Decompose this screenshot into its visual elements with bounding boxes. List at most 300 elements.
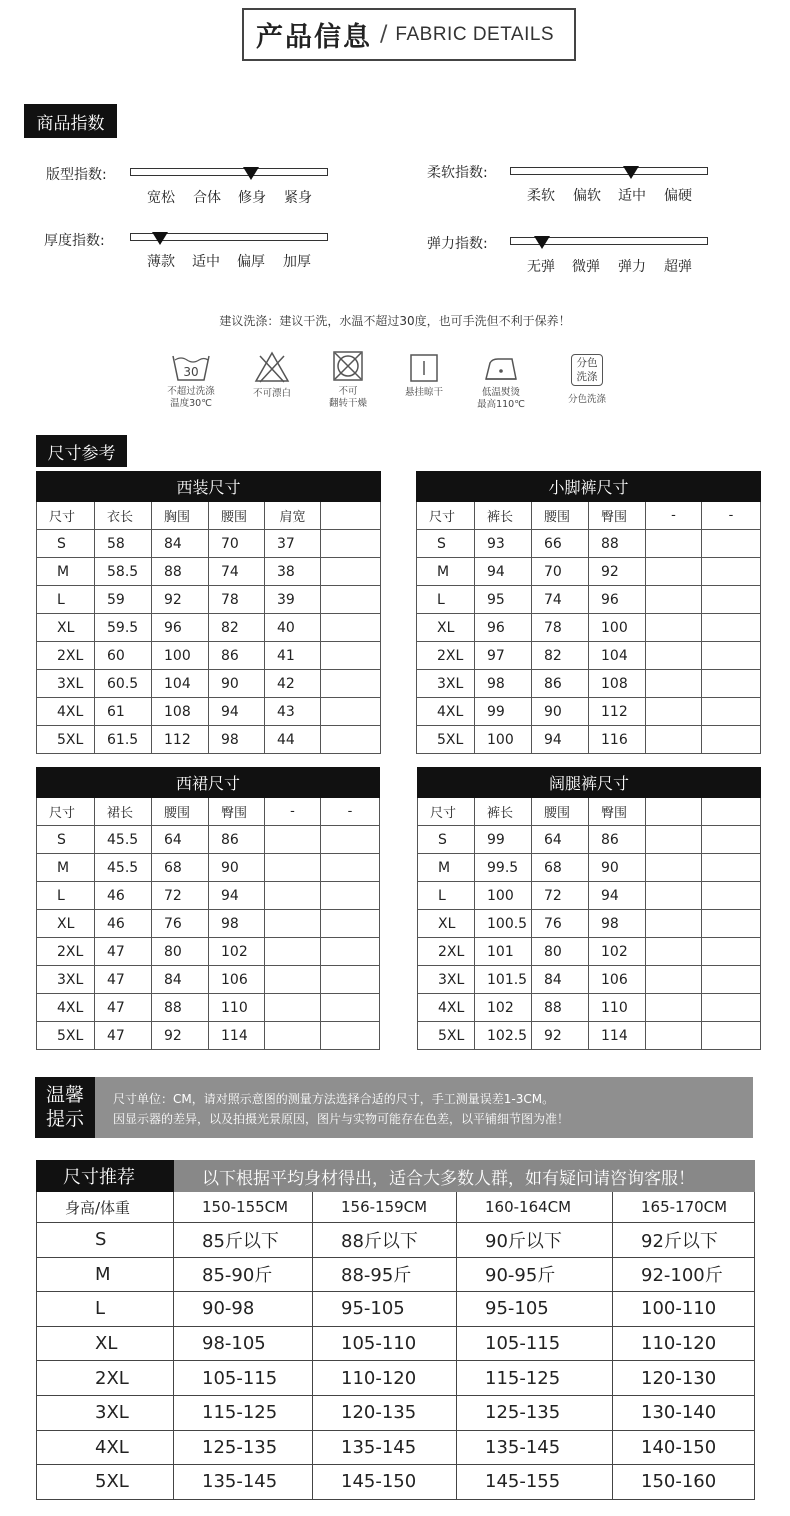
table-cell [321,826,380,854]
table-cell: 40 [265,614,321,642]
table-cell: 93 [475,530,532,558]
table-row [37,586,381,614]
table-header-cell: 尺寸 [37,798,95,826]
table-cell: 82 [209,614,265,642]
recommend-weight-cell: 120-135 [313,1395,457,1430]
table-cell: L [37,586,95,614]
table-cell [265,1022,321,1050]
table-cell: XL [37,614,95,642]
recommend-size-cell: L [37,1292,174,1327]
table-cell: 64 [532,826,589,854]
table-row [417,670,761,698]
table-cell: 102 [589,938,646,966]
table-cell: 47 [95,1022,152,1050]
suit-size-table [36,471,381,754]
recommend-weight-cell: 85-90斤 [174,1257,313,1292]
table-cell: 74 [209,558,265,586]
recommend-weight-cell: 92-100斤 [613,1257,755,1292]
wash-caption: 悬挂晾干 [404,387,443,398]
low-iron-item [470,353,532,411]
table-cell: 86 [209,642,265,670]
table-header-cell: - [265,798,321,826]
table-header-cell: 臀围 [209,798,265,826]
table-cell [702,670,761,698]
fit-option: 紧身 [284,190,312,206]
wash-30-item [158,352,224,410]
table-cell: 74 [532,586,589,614]
recommend-weight-cell: 85斤以下 [174,1223,313,1258]
table-row [418,1022,761,1050]
table-cell: 92 [152,1022,209,1050]
elasticity-index-marker [534,236,550,249]
table-cell: M [37,854,95,882]
table-row [37,938,380,966]
separate-wash-symbol: 洗涤 [576,371,598,383]
table-cell [321,558,381,586]
thickness-index-bar [130,233,328,241]
table-cell: 106 [589,966,646,994]
hang-dry-item [396,353,452,399]
tip-line: 尺寸单位：CM，请对照示意图的测量方法选择合适的尺寸，手工测量误差1-3CM。 [113,1092,555,1106]
wash-caption: 温度30℃ [170,398,212,409]
table-row [37,558,381,586]
table-cell [702,530,761,558]
table-cell: 90 [532,698,589,726]
fit-index-options [147,187,324,207]
recommend-row [37,1292,755,1327]
table-header-cell [321,502,381,530]
table-cell: 2XL [37,642,95,670]
table-cell: 99 [475,826,532,854]
table-cell: M [417,558,475,586]
table-cell [321,854,380,882]
table-cell: 59.5 [95,614,152,642]
table-row [417,698,761,726]
table-cell: 95 [475,586,532,614]
table-cell: 84 [532,966,589,994]
table-header-cell: 臀围 [589,798,646,826]
table-header-cell: 肩宽 [265,502,321,530]
table-cell: 61.5 [95,726,152,754]
table-cell: S [418,826,475,854]
table-row [417,530,761,558]
skirt-size-table [36,767,380,1050]
wide-pants-size-table [417,767,761,1050]
table-row [37,642,381,670]
table-cell: 88 [152,994,209,1022]
recommend-row [37,1223,755,1258]
recommend-weight-cell: 115-125 [457,1361,613,1396]
tip-label-line: 提示 [45,1108,84,1130]
table-cell: 102 [209,938,265,966]
recommend-size-cell: 4XL [37,1430,174,1465]
recommend-size-cell: 3XL [37,1395,174,1430]
recommend-weight-cell: 105-115 [457,1326,613,1361]
page-header [242,8,576,61]
table-cell: 70 [209,530,265,558]
table-cell [646,558,702,586]
table-cell: 100 [589,614,646,642]
recommend-size-cell: 5XL [37,1465,174,1500]
recommend-weight-cell: 125-135 [174,1430,313,1465]
table-cell: 104 [152,670,209,698]
table-cell: 76 [152,910,209,938]
washing-note: 建议洗涤：建议干洗，水温不超过30度，也可手洗但不利于保养！ [219,314,571,328]
table-cell: 92 [532,1022,589,1050]
recommend-weight-cell: 125-135 [457,1395,613,1430]
wash-caption: 不可 [338,386,358,397]
table-cell: 112 [589,698,646,726]
table-cell [702,938,761,966]
table-cell: 104 [589,642,646,670]
table-cell [646,614,702,642]
recommend-header-cell: 160-164CM [457,1192,613,1223]
table-cell: S [417,530,475,558]
size-ref-label: 尺寸参考 [36,435,127,467]
table-row [417,642,761,670]
table-cell: 98 [475,670,532,698]
table-cell: 80 [152,938,209,966]
table-header-cell: 胸围 [152,502,209,530]
table-cell: 114 [589,1022,646,1050]
table-row [418,966,761,994]
table-cell [646,642,702,670]
table-cell: 110 [209,994,265,1022]
table-cell: 5XL [418,1022,475,1050]
thickness-option: 偏厚 [237,254,265,270]
thickness-index-marker [152,232,168,245]
softness-option: 偏硬 [664,188,692,204]
tip-banner [35,1077,753,1138]
recommend-size-cell: S [37,1223,174,1258]
table-cell: 88 [589,530,646,558]
table-cell: 59 [95,586,152,614]
recommend-weight-cell: 90-95斤 [457,1257,613,1292]
table-row [418,938,761,966]
table-cell: 2XL [417,642,475,670]
recommend-row [37,1361,755,1396]
table-cell: 43 [265,698,321,726]
wash-caption: 最高110℃ [477,399,525,410]
table-cell: 99 [475,698,532,726]
recommend-weight-cell: 130-140 [613,1395,755,1430]
table-cell: 90 [589,854,646,882]
table-row [37,854,380,882]
table-cell: 90 [209,670,265,698]
table-header-cell: 尺寸 [37,502,95,530]
table-cell [702,726,761,754]
table-header-cell: 尺寸 [417,502,475,530]
table-cell: 99.5 [475,854,532,882]
table-cell [321,882,380,910]
table-cell: 101.5 [475,966,532,994]
table-cell: 58.5 [95,558,152,586]
table-cell [702,854,761,882]
elasticity-index-label: 弹力指数: [427,236,488,252]
recommend-header-row [37,1192,755,1223]
recommend-weight-cell: 145-150 [313,1465,457,1500]
recommend-weight-cell: 95-105 [313,1292,457,1327]
table-cell: 94 [475,558,532,586]
table-cell: 4XL [418,994,475,1022]
thickness-index-label: 厚度指数: [44,233,105,249]
recommend-size-cell: XL [37,1326,174,1361]
table-cell: 2XL [37,938,95,966]
table-cell: 4XL [37,994,95,1022]
elasticity-option: 无弹 [527,259,555,275]
tip-label [35,1077,95,1138]
table-cell: 90 [209,854,265,882]
recommend-row [37,1430,755,1465]
recommend-weight-cell: 145-155 [457,1465,613,1500]
wash-caption: 低温熨烫 [481,387,520,398]
table-cell: 45.5 [95,826,152,854]
recommend-weight-cell: 95-105 [457,1292,613,1327]
table-cell [702,698,761,726]
table-cell [702,586,761,614]
separate-wash-symbol: 分色 [576,357,598,369]
table-row [37,1022,380,1050]
table-cell: 58 [95,530,152,558]
recommend-header-cell: 156-159CM [313,1192,457,1223]
fit-index-marker [243,167,259,180]
table-cell: 86 [532,670,589,698]
table-header-cell: 尺寸 [418,798,475,826]
table-cell: 94 [209,882,265,910]
recommend-weight-cell: 135-145 [457,1430,613,1465]
table-cell: 84 [152,530,209,558]
header-title-en: FABRIC DETAILS [395,23,555,45]
tip-label-line: 温馨 [45,1084,84,1106]
table-cell [646,726,702,754]
table-row [37,826,380,854]
table-row [417,614,761,642]
thickness-option: 薄款 [147,254,175,270]
wash-30-symbol: 30 [183,365,199,379]
table-row [418,826,761,854]
recommend-weight-cell: 150-160 [613,1465,755,1500]
table-header-cell: 腰围 [532,798,589,826]
table-cell: 47 [95,966,152,994]
table-header-cell [702,798,761,826]
table-cell [265,966,321,994]
table-header-cell: - [702,502,761,530]
product-index-label: 商品指数 [24,104,117,138]
table-cell: 5XL [37,1022,95,1050]
no-tumble-dry-item [318,350,378,410]
table-cell: 88 [532,994,589,1022]
tip-line: 因显示器的差异，以及拍摄光景原因，图片与实物可能存在色差，以平铺细节图为准！ [113,1112,570,1126]
table-cell [321,1022,380,1050]
softness-option: 适中 [618,188,646,204]
table-header-cell: 裤长 [475,798,532,826]
table-cell: 116 [589,726,646,754]
recommend-size-cell: M [37,1257,174,1292]
table-cell: 86 [209,826,265,854]
table-cell: 78 [532,614,589,642]
table-cell: 92 [589,558,646,586]
table-cell: 78 [209,586,265,614]
recommend-row [37,1395,755,1430]
table-header-row [37,502,381,530]
table-row [37,614,381,642]
table-cell: 101 [475,938,532,966]
table-cell [646,586,702,614]
table-cell [646,966,702,994]
table-cell [646,938,702,966]
table-cell: 108 [589,670,646,698]
thickness-index-options [147,251,323,271]
no-bleach-item [243,350,301,400]
table-cell: 70 [532,558,589,586]
table-cell: 47 [95,994,152,1022]
softness-option: 偏软 [573,188,601,204]
table-cell [321,530,381,558]
recommend-row [37,1326,755,1361]
fit-index-bar [130,168,328,176]
softness-index-bar [510,167,708,175]
table-cell: 72 [152,882,209,910]
table-header-cell: 腰围 [209,502,265,530]
table-cell [321,966,380,994]
table-row [417,726,761,754]
table-header-cell: 裤长 [475,502,532,530]
table-row [37,910,380,938]
wide-pants-table-title: 阔腿裤尺寸 [418,768,761,798]
table-cell [646,530,702,558]
table-cell [646,994,702,1022]
recommend-label: 尺寸推荐 [37,1161,174,1192]
table-row [37,698,381,726]
recommend-header-cell: 身高/体重 [37,1192,174,1223]
table-cell: 37 [265,530,321,558]
suit-table-title: 西装尺寸 [37,472,381,502]
table-cell: 3XL [418,966,475,994]
table-cell [265,938,321,966]
recommend-weight-cell: 105-115 [174,1361,313,1396]
table-header-cell: - [646,502,702,530]
table-cell: L [417,586,475,614]
table-cell [646,1022,702,1050]
table-header-cell: - [321,798,380,826]
table-row [37,882,380,910]
table-cell [321,586,381,614]
fit-index-label: 版型指数: [46,167,107,183]
recommend-row [37,1465,755,1500]
table-cell [265,826,321,854]
thickness-option: 适中 [192,254,220,270]
wash-caption: 分色洗涤 [567,394,606,405]
softness-index-label: 柔软指数: [427,165,488,181]
table-cell [646,826,702,854]
table-cell: 41 [265,642,321,670]
table-header-cell: 腰围 [532,502,589,530]
wash-caption: 翻转干燥 [328,398,367,409]
wash-caption: 不超过洗涤 [167,386,215,397]
table-header-row [418,798,761,826]
table-row [417,586,761,614]
table-row [37,530,381,558]
table-cell [321,698,381,726]
table-header-cell: 衣长 [95,502,152,530]
table-cell [321,938,380,966]
table-header-row [37,798,380,826]
table-cell [702,882,761,910]
table-row [37,670,381,698]
table-cell [702,642,761,670]
table-row [418,882,761,910]
table-cell [702,614,761,642]
table-cell [321,670,381,698]
recommend-banner: 以下根据平均身材得出，适合大多数人群，如有疑问请咨询客服！ [174,1161,755,1192]
table-cell: M [37,558,95,586]
table-cell: 3XL [37,966,95,994]
table-cell: 94 [532,726,589,754]
recommend-weight-cell: 90-98 [174,1292,313,1327]
table-cell: 46 [95,882,152,910]
table-cell [702,558,761,586]
recommend-weight-cell: 88-95斤 [313,1257,457,1292]
table-row [37,994,380,1022]
recommend-header-cell: 165-170CM [613,1192,755,1223]
table-row [37,726,381,754]
table-cell: 76 [532,910,589,938]
table-cell: 86 [589,826,646,854]
table-cell: 100 [475,726,532,754]
table-cell: L [37,882,95,910]
skirt-table-title: 西裙尺寸 [37,768,380,798]
elasticity-option: 微弹 [572,259,600,275]
table-cell: XL [37,910,95,938]
table-cell [702,826,761,854]
table-cell: 66 [532,530,589,558]
table-cell [646,670,702,698]
table-cell [646,910,702,938]
recommend-weight-cell: 120-130 [613,1361,755,1396]
table-cell: 112 [152,726,209,754]
table-cell [321,994,380,1022]
table-cell: 39 [265,586,321,614]
table-cell: 88 [152,558,209,586]
table-cell [321,910,380,938]
table-cell: 108 [152,698,209,726]
table-cell: S [37,826,95,854]
table-cell: 102.5 [475,1022,532,1050]
softness-index-options [527,185,704,205]
table-cell: 114 [209,1022,265,1050]
header-slash: / [380,22,388,47]
table-cell: 92 [152,586,209,614]
hang-dry-icon [409,353,439,383]
table-cell: 102 [475,994,532,1022]
table-cell: 3XL [417,670,475,698]
table-cell: 5XL [417,726,475,754]
table-cell [321,726,381,754]
no-tumble-dry-icon [332,350,364,382]
recommend-weight-cell: 105-110 [313,1326,457,1361]
table-cell [702,994,761,1022]
table-header-cell: 裙长 [95,798,152,826]
table-cell: 106 [209,966,265,994]
table-cell: 96 [152,614,209,642]
table-cell [265,854,321,882]
recommend-weight-cell: 92斤以下 [613,1223,755,1258]
separate-wash-item [556,354,618,406]
table-cell: 110 [589,994,646,1022]
header-title-cn: 产品信息 [256,22,372,53]
table-cell: 60.5 [95,670,152,698]
table-cell: 4XL [417,698,475,726]
